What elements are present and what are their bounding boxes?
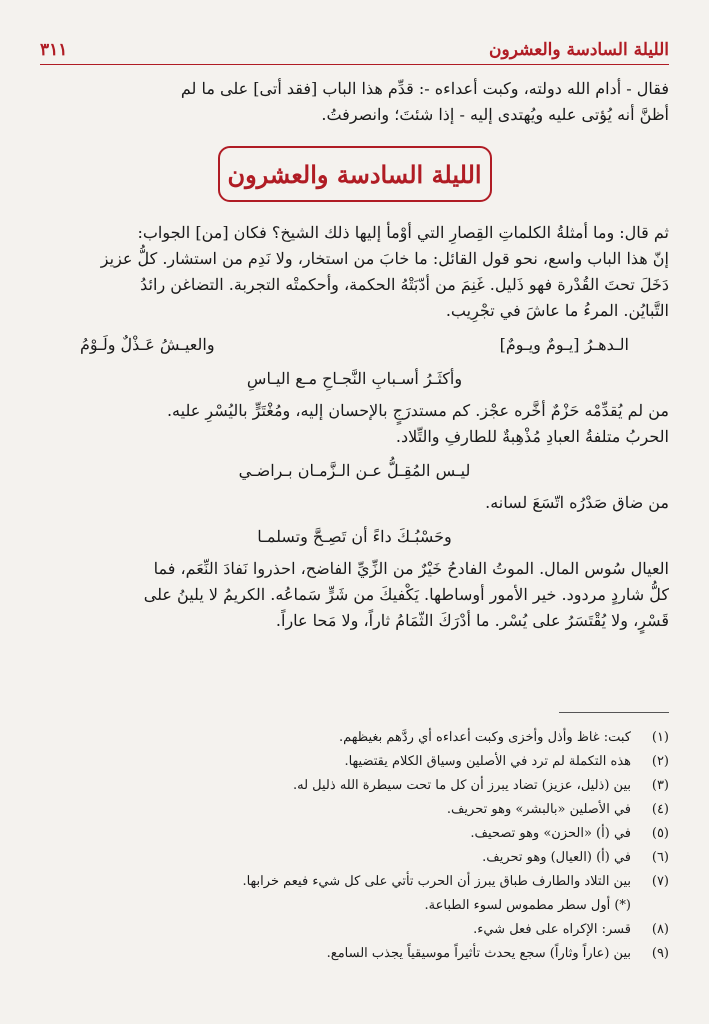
intro-line: أظنَّ أنه يُؤتى عليه ويُهتدى إليه - إذا شئتَ؛ وانصرفتُ. <box>321 105 669 124</box>
verse-hemistich-right: الـدهـرُ [يـومٌ ويـومٌ] <box>499 335 629 354</box>
footnote <box>40 870 669 894</box>
paragraph-line: الحربُ متلفةُ العبادِ مُذْهِبةٌ للطارفِ والتِّلاد. <box>395 427 669 446</box>
footnote <box>40 750 669 774</box>
footnote-text: (*) أول سطر مطموس لسوء الطباعة. <box>424 898 631 913</box>
footnote-number <box>631 894 669 918</box>
running-title: الليلة السادسة والعشرون <box>489 40 669 60</box>
footnote-number: (٨) <box>651 922 669 937</box>
main-text <box>40 76 669 634</box>
footnote-text: هذه التكملة لم ترد في الأصلين وسياق الكلام يقتضيها. <box>344 754 631 769</box>
footnote-text: في الأصلين «بالبشر» وهو تحريف. <box>446 802 631 817</box>
footnote <box>40 846 669 870</box>
verse <box>80 332 629 358</box>
paragraph-line: التَّبايُن. المرءُ ما عاشَ في تجْرِيب. <box>445 301 669 320</box>
footnote-text: في (أ) (العيال) وهو تحريف. <box>482 850 631 865</box>
footnote-text: بين (ذليل، عزيز) تضاد يبرز أن كل ما تحت سيطرة الله ذليل له. <box>292 778 631 793</box>
verse-hemistich-left: والعيـشُ عَـذْلٌ ولَـوْمُ <box>80 335 215 354</box>
footnote-text: بين (عاراً وثاراً) سجع يحدث تأثيراً موسيقياً يجذب السامع. <box>326 946 631 961</box>
intro-line: فقال - أدام الله دولته، وكبت أعداءه -: قدِّم هذا الباب [فقد أتى] على ما لم <box>180 79 669 98</box>
paragraph-line: العيال سُوس المال. الموتُ الفادحُ خَيْرٌ من الزِّيِّ الفاضح، احذروا نَفادَ النِّعَم، فما <box>153 559 669 578</box>
footnote-number: (٥) <box>651 826 669 841</box>
paragraph-line: من ضاق صَدْرُه اتّسَعَ لسانه. <box>485 493 669 512</box>
section-title-box <box>218 146 492 202</box>
page-header <box>40 36 669 65</box>
footnote <box>40 798 669 822</box>
verse: وأكثَـرُ أسـبابِ النَّجـاحِ مـع اليـاسِ <box>246 369 463 388</box>
paragraph-line: كلُّ شاردٍ مردود. خير الأمور أوساطها. يَكْفيكَ من شَرٍّ سَماعُه. الكريمُ لا يلينُ على <box>143 585 669 604</box>
footnote <box>40 942 669 966</box>
section-title: الليلة السادسة والعشرون <box>227 159 482 189</box>
footnote-text: بين التلاد والطارف طباق يبرز أن الحرب تأتي على كل شيء فيعم خرابها. <box>242 874 631 889</box>
paragraph-line: دَخَلَ تحتَ القُدْرة فهو ذَليل. غَنِمَ من أدّبَتْهُ الحكمة، وأحكمتْه التجربة. التضاغن رائدُ <box>140 275 669 294</box>
footnote-number: (٣) <box>651 778 669 793</box>
footnote <box>40 774 669 798</box>
footnote <box>40 894 669 918</box>
footnote <box>40 918 669 942</box>
footnote-text: في (أ) «الحزن» وهو تصحيف. <box>470 826 631 841</box>
paragraph-line: من لم يُقدِّمْه حَزْمٌ أخَّره عجْز. كم مستدرَجٍ بالإحسان إليه، ومُغْتَرٍّ باليُسْرِ عليه. <box>166 401 669 420</box>
paragraph-line: ثم قال: وما أمثلةُ الكلماتِ القِصارِ التي أوْمأ إليها ذلك الشيخ؟ فكان [من] الجواب: <box>137 223 669 242</box>
footnotes <box>40 726 669 966</box>
footnote-number: (١) <box>651 730 669 745</box>
page-number: ٣١١ <box>40 40 68 60</box>
footnote-number: (٢) <box>651 754 669 769</box>
footnote-divider <box>559 712 669 713</box>
verse: وحَسْبُـكَ داءً أن تَصِـحَّ وتسلمـا <box>257 527 452 546</box>
paragraph-line: إنّ هذا الباب واسع، نحو قول القائل: ما خابَ من استخار، ولا نَدِم من استشار. كلُّ عزيز <box>100 249 669 268</box>
footnote-number: (٦) <box>651 850 669 865</box>
footnote-text: كبت: غاظ وأذل وأخزى وكبت أعداءه أي ردَّهم بغيظهم. <box>339 730 631 745</box>
footnote-number: (٧) <box>651 874 669 889</box>
footnote-text: قسر: الإكراه على فعل شيء. <box>473 922 631 937</box>
footnote-number: (٤) <box>651 802 669 817</box>
footnote <box>40 726 669 750</box>
verse: ليـس المُقِـلُّ عـن الـزَّمـان بـراضـي <box>238 461 471 480</box>
paragraph-line: قَسْرٍ، ولا يُقْتَسَرُ على يُسْر. ما أدْرَكَ الثّمَامُ ثاراً، ولا مَحا عاراً. <box>275 611 669 630</box>
footnote <box>40 822 669 846</box>
footnote-number: (٩) <box>651 946 669 961</box>
